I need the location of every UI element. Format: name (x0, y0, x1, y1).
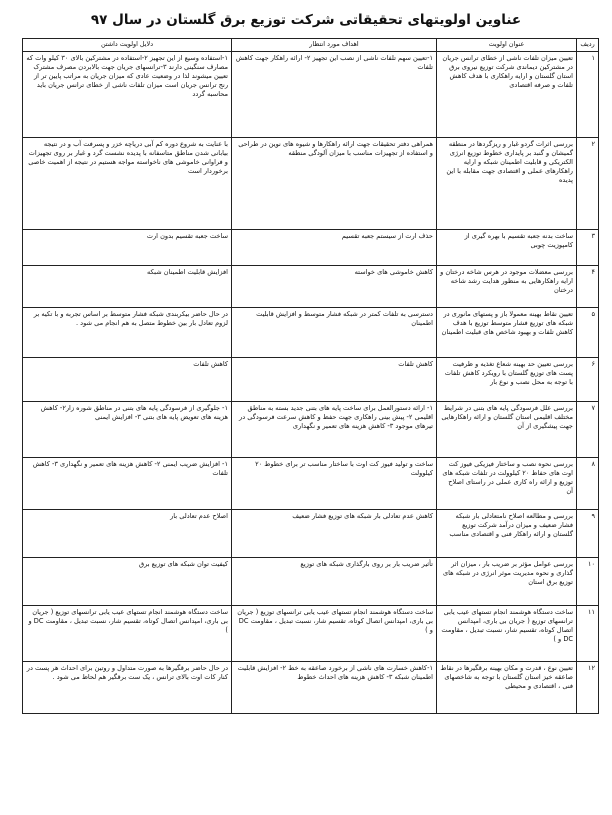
expected-goal: کاهش عدم تعادلی بار شبکه های توزیع فشار ضعیف (232, 510, 437, 558)
header-row-number: ردیف (577, 39, 599, 52)
expected-goal: حذف ارت از سیستم جعبه تقسیم (232, 230, 437, 266)
priority-reason: کیفیت توان شبکه های توزیع برق (23, 558, 232, 606)
priority-reason: اصلاح عدم تعادلی بار (23, 510, 232, 558)
table-row (23, 52, 599, 138)
expected-goal: همراهی دفتر تحقیقات جهت ارائه راهکارها و شیوه های نوین در طراحی و استفاده از تجهیزات مناسب با میزان آلودگی منطقه (232, 138, 437, 230)
row-number: ۶ (577, 358, 599, 402)
expected-goal: تأثیر ضریب بار بر روی بارگذاری شبکه های توزیع (232, 558, 437, 606)
priority-title: بررسی علل فرسودگی پایه های بتنی در شرایط مختلف اقلیمی استان گلستان و ارائه راهکارهایی جهت پیشگیری از آن (437, 402, 577, 458)
row-number: ۴ (577, 266, 599, 308)
priority-reason: ساخت جعبه تقسیم بدون ارت (23, 230, 232, 266)
priority-reason: ۱-استفاده وسیع از این تجهیز ۲-استفاده در مشترکین بالای ۳۰ کیلو وات که مصارف سنگینی دارند ۳-ترانسهای جریان جهت بالابردن مصرف مشترک تعیین میشوند لذا در وضعیت عادی که میزان جریان به مراتب پایین تر از رنج ترانس جریان است میزان تلفات ناشی از خطای ترانس جریان باید محاسبه گردد (23, 52, 232, 138)
expected-goal: ساخت دستگاه هوشمند انجام تستهای عیب یابی ترانسهای توزیع ( جریان بی باری، امپدانس اتصال کوتاه، تقسیم شار، نسبت تبدیل ، مقاومت DC و ) (232, 606, 437, 662)
table-row (23, 662, 599, 714)
page-title: عناوین اولویتهای تحقیقاتی شرکت توزیع برق گلستان در سال ۹۷ (90, 12, 522, 28)
priority-title: بررسی نحوه نصب و ساختار فیزیکی فیوز کت اوت های حفاظ ۲۰ کیلوولت در تلفات شبکه های توزیع و ارائه راه کاری عملی در راستای اصلاح آن (437, 458, 577, 510)
table-row (23, 230, 599, 266)
row-number: ۲ (577, 138, 599, 230)
expected-goal: ۱- ارائه دستورالعمل برای ساخت پایه های بتنی جدید بسته به مناطق اقلیمی ۲- پیش بینی راهکاری جهت حفظ و کاهش سرعت فرسودگی در تیرهای موجود ۳- کاهش هزینه های تعمیر و نگهداری (232, 402, 437, 458)
row-number: ۷ (577, 402, 599, 458)
table-row (23, 308, 599, 358)
expected-goal: ساخت و تولید فیوز کت اوت با ساختار مناسب تر برای خطوط ۲۰ کیلوولت (232, 458, 437, 510)
table-row (23, 458, 599, 510)
table-row (23, 558, 599, 606)
expected-goal: دسترسی به تلفات کمتر در شبکه فشار متوسط و افزایش قابلیت اطمینان (232, 308, 437, 358)
priority-title: بررسی معضلات موجود در هرس شاخه درختان و ارایه راهکارهایی به منظور هدایت رشد شاخه درختان (437, 266, 577, 308)
priorities-table (22, 38, 599, 714)
expected-goal: ۱-تعیین سهم تلفات ناشی از نصب این تجهیز ۲- ارائه راهکار جهت کاهش تلفات (232, 52, 437, 138)
table-row (23, 606, 599, 662)
header-expected-goals: اهداف مورد انتظار (232, 39, 437, 52)
priority-reason: با عنایت به شروع دوره کم آبی دریاچه خزر و پسرفت آب و در نتیجه بیابانی شدن مناطق متاسفانه با پدیده نشست گرد و غبار بر روی تجهیزات و فراوانی خاموشی های ناخواسته مواجه هستیم در نتیجه از اهمیت خاصی برخوردار است (23, 138, 232, 230)
priority-title: بررسی و مطالعه اصلاح نامتعادلی بار شبکه فشار ضعیف و میزان درآمد شرکت توزیع گلستان و ارائه راهکار فنی و اقتصادی مناسب (437, 510, 577, 558)
row-number: ۳ (577, 230, 599, 266)
priority-reason: ۱- افزایش ضریب ایمنی ۲- کاهش هزینه های تعمیر و نگهداری ۳- کاهش تلفات (23, 458, 232, 510)
priority-reason: کاهش تلفات (23, 358, 232, 402)
row-number: ۵ (577, 308, 599, 358)
expected-goal: کاهش تلفات (232, 358, 437, 402)
priority-title: بررسی تعیین حد بهینه شعاع تغذیه و ظرفیت پست های توزیع گلستان با رویکرد کاهش تلفات با توجه به محل نصب و نوع بار (437, 358, 577, 402)
row-number: ۱ (577, 52, 599, 138)
row-number: ۱۱ (577, 606, 599, 662)
priority-title: بررسی اثرات گردو غبار و ریزگردها در منطقه گمیشان و گنبد بر پایداری خطوط توزیع انرژی الکتریکی و قابلیت اطمینان شبکه و ارایه راهکارهای عملی و اقتصادی جهت مقابله با این پدیده (437, 138, 577, 230)
priority-title: ساخت دستگاه هوشمند انجام تستهای عیب یابی ترانسهای توزیع ( جریان بی باری، امپدانس اتصال کوتاه، تقسیم شار، نسبت تبدیل ، مقاومت DC و ) (437, 606, 577, 662)
expected-goal: ۱-کاهش خسارت های ناشی از برخورد صاعقه به خط ۲- افزایش قابلیت اطمینان شبکه ۳- کاهش هزینه های احداث خطوط (232, 662, 437, 714)
priority-title: بررسی عوامل مؤثر بر ضریب بار ، میزان اثر گذاری و نحوه مدیریت موثر انرژی در شبکه های توزیع برق استان (437, 558, 577, 606)
table-row (23, 266, 599, 308)
row-number: ۹ (577, 510, 599, 558)
priority-reason: ۱- جلوگیری از فرسودگی پایه های بتنی در مناطق شوره زار۲- کاهش هزینه های تعویض پایه های بتنی ۳- افزایش ایمنی (23, 402, 232, 458)
priority-reason: در حال حاضر بیکربندی شبکه فشار متوسط بر اساس تجربه و با تکیه بر لزوم تعادل بار بین خطوط متصل به هم انجام می شود . (23, 308, 232, 358)
priority-reason: در حال حاضر برقگیرها به صورت متداول و روتین برای احداث هر پست در کنار کات اوت بالای ترانس ، یک ست برقگیر هم لحاظ می شود . (23, 662, 232, 714)
table-row (23, 402, 599, 458)
table-row (23, 358, 599, 402)
row-number: ۱۲ (577, 662, 599, 714)
table-header-row (23, 39, 599, 52)
header-priority-title: عنوان اولویت (437, 39, 577, 52)
priority-title: تعیین نوع ، قدرت و مکان بهینه برقگیرها در نقاط صاعقه خیز استان گلستان با توجه به شاخصهای فنی ، اقتصادی و محیطی (437, 662, 577, 714)
priority-reason: افزایش قابلیت اطمینان شبکه (23, 266, 232, 308)
row-number: ۸ (577, 458, 599, 510)
priority-title: تعیین نقاط بهینه معمولا باز و پستهای مانوری در شبکه های توزیع فشار متوسط توزیع با هدف کاهش تلفات و بهبود شاخص های قبلیت اطمینان (437, 308, 577, 358)
row-number: ۱۰ (577, 558, 599, 606)
header-priority-reasons: دلایل اولویت داشتن (23, 39, 232, 52)
table-row (23, 510, 599, 558)
table-row (23, 138, 599, 230)
priority-title: تعیین میزان تلفات ناشی از خطای ترانس جریان در مشترکین دیماندی شرکت توزیع نیروی برق استان گلستان و ارایه راهکاری با هدف کاهش تلفات و صرفه اقتصادی (437, 52, 577, 138)
priority-title: ساخت بدنه جعبه تقسیم با بهره گیری از کامپوزیت چوبی (437, 230, 577, 266)
expected-goal: کاهش خاموشی های خواسته (232, 266, 437, 308)
priority-reason: ساخت دستگاه هوشمند انجام تستهای عیب یابی ترانسهای توزیع ( جریان بی باری، امپدانس اتصال کوتاه، تقسیم شار، نسبت تبدیل ، مقاومت DC و ) (23, 606, 232, 662)
